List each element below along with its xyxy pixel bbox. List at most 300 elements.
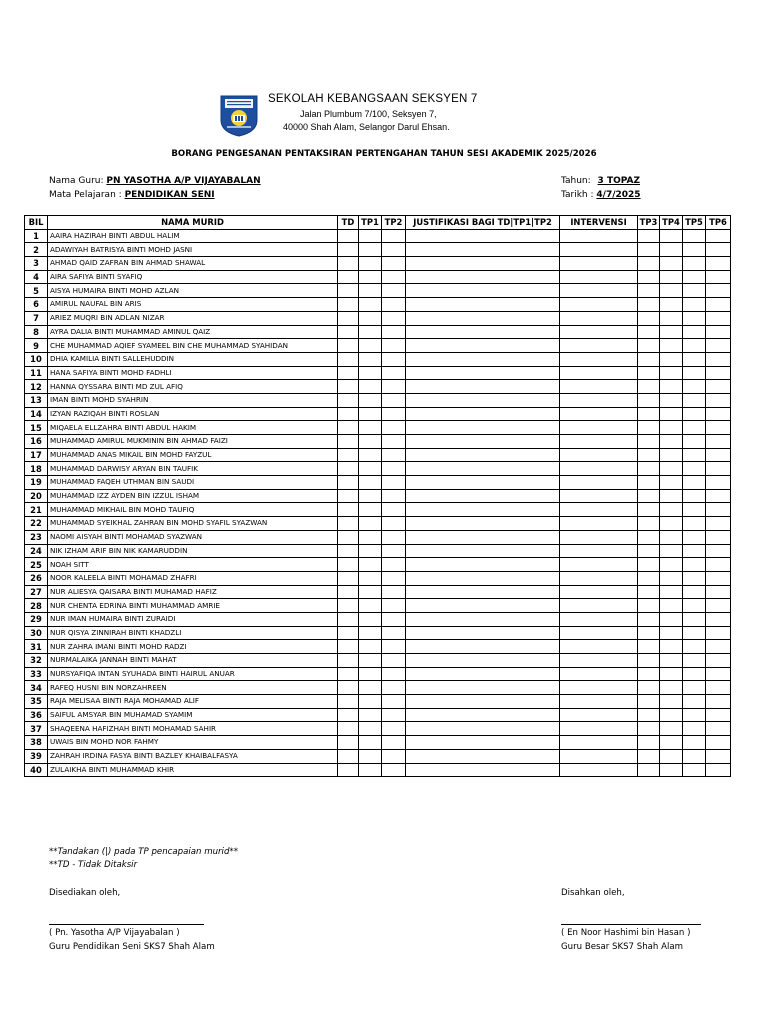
tp4-cell[interactable] — [660, 435, 683, 449]
tp1-cell[interactable] — [359, 243, 382, 257]
justifikasi-cell[interactable] — [406, 585, 560, 599]
tp4-cell[interactable] — [660, 695, 683, 709]
tp4-cell[interactable] — [660, 311, 683, 325]
intervensi-cell[interactable] — [560, 339, 638, 353]
intervensi-cell[interactable] — [560, 708, 638, 722]
tp4-cell[interactable] — [660, 380, 683, 394]
tp6-cell[interactable] — [706, 763, 731, 777]
tp5-cell[interactable] — [683, 325, 706, 339]
tp3-cell[interactable] — [638, 517, 660, 531]
tp2-cell[interactable] — [382, 681, 406, 695]
tp6-cell[interactable] — [706, 544, 731, 558]
intervensi-cell[interactable] — [560, 722, 638, 736]
intervensi-cell[interactable] — [560, 681, 638, 695]
td-cell[interactable] — [338, 339, 359, 353]
td-cell[interactable] — [338, 585, 359, 599]
justifikasi-cell[interactable] — [406, 544, 560, 558]
tp2-cell[interactable] — [382, 571, 406, 585]
tp1-cell[interactable] — [359, 517, 382, 531]
intervensi-cell[interactable] — [560, 695, 638, 709]
tp3-cell[interactable] — [638, 421, 660, 435]
td-cell[interactable] — [338, 722, 359, 736]
tp2-cell[interactable] — [382, 544, 406, 558]
tp4-cell[interactable] — [660, 257, 683, 271]
td-cell[interactable] — [338, 462, 359, 476]
tp1-cell[interactable] — [359, 599, 382, 613]
tp4-cell[interactable] — [660, 654, 683, 668]
intervensi-cell[interactable] — [560, 407, 638, 421]
tp3-cell[interactable] — [638, 667, 660, 681]
tp2-cell[interactable] — [382, 462, 406, 476]
justifikasi-cell[interactable] — [406, 448, 560, 462]
tp5-cell[interactable] — [683, 722, 706, 736]
intervensi-cell[interactable] — [560, 393, 638, 407]
justifikasi-cell[interactable] — [406, 380, 560, 394]
tp1-cell[interactable] — [359, 421, 382, 435]
td-cell[interactable] — [338, 448, 359, 462]
tp6-cell[interactable] — [706, 626, 731, 640]
td-cell[interactable] — [338, 229, 359, 243]
tp5-cell[interactable] — [683, 489, 706, 503]
tp6-cell[interactable] — [706, 503, 731, 517]
tp5-cell[interactable] — [683, 380, 706, 394]
tp5-cell[interactable] — [683, 681, 706, 695]
tp1-cell[interactable] — [359, 681, 382, 695]
tp3-cell[interactable] — [638, 366, 660, 380]
tp3-cell[interactable] — [638, 284, 660, 298]
tp5-cell[interactable] — [683, 558, 706, 572]
tp4-cell[interactable] — [660, 626, 683, 640]
intervensi-cell[interactable] — [560, 749, 638, 763]
tp1-cell[interactable] — [359, 435, 382, 449]
justifikasi-cell[interactable] — [406, 339, 560, 353]
intervensi-cell[interactable] — [560, 270, 638, 284]
tp1-cell[interactable] — [359, 708, 382, 722]
justifikasi-cell[interactable] — [406, 736, 560, 750]
intervensi-cell[interactable] — [560, 640, 638, 654]
tp6-cell[interactable] — [706, 311, 731, 325]
intervensi-cell[interactable] — [560, 517, 638, 531]
justifikasi-cell[interactable] — [406, 517, 560, 531]
tp2-cell[interactable] — [382, 530, 406, 544]
justifikasi-cell[interactable] — [406, 654, 560, 668]
intervensi-cell[interactable] — [560, 435, 638, 449]
intervensi-cell[interactable] — [560, 736, 638, 750]
justifikasi-cell[interactable] — [406, 476, 560, 490]
tp4-cell[interactable] — [660, 640, 683, 654]
intervensi-cell[interactable] — [560, 654, 638, 668]
td-cell[interactable] — [338, 257, 359, 271]
tp5-cell[interactable] — [683, 695, 706, 709]
tp4-cell[interactable] — [660, 229, 683, 243]
justifikasi-cell[interactable] — [406, 257, 560, 271]
justifikasi-cell[interactable] — [406, 243, 560, 257]
tp1-cell[interactable] — [359, 749, 382, 763]
tp3-cell[interactable] — [638, 298, 660, 312]
td-cell[interactable] — [338, 407, 359, 421]
tp2-cell[interactable] — [382, 763, 406, 777]
tp5-cell[interactable] — [683, 257, 706, 271]
intervensi-cell[interactable] — [560, 325, 638, 339]
td-cell[interactable] — [338, 421, 359, 435]
justifikasi-cell[interactable] — [406, 558, 560, 572]
tp3-cell[interactable] — [638, 695, 660, 709]
tp4-cell[interactable] — [660, 708, 683, 722]
justifikasi-cell[interactable] — [406, 352, 560, 366]
tp3-cell[interactable] — [638, 448, 660, 462]
td-cell[interactable] — [338, 380, 359, 394]
tp1-cell[interactable] — [359, 544, 382, 558]
tp2-cell[interactable] — [382, 366, 406, 380]
tp4-cell[interactable] — [660, 352, 683, 366]
tp5-cell[interactable] — [683, 571, 706, 585]
tp5-cell[interactable] — [683, 736, 706, 750]
tp1-cell[interactable] — [359, 284, 382, 298]
tp4-cell[interactable] — [660, 763, 683, 777]
tp3-cell[interactable] — [638, 339, 660, 353]
tp6-cell[interactable] — [706, 229, 731, 243]
tp5-cell[interactable] — [683, 229, 706, 243]
td-cell[interactable] — [338, 530, 359, 544]
td-cell[interactable] — [338, 243, 359, 257]
tp4-cell[interactable] — [660, 544, 683, 558]
tp6-cell[interactable] — [706, 571, 731, 585]
intervensi-cell[interactable] — [560, 503, 638, 517]
tp4-cell[interactable] — [660, 284, 683, 298]
td-cell[interactable] — [338, 270, 359, 284]
tp5-cell[interactable] — [683, 393, 706, 407]
tp4-cell[interactable] — [660, 462, 683, 476]
tp6-cell[interactable] — [706, 489, 731, 503]
tp2-cell[interactable] — [382, 352, 406, 366]
tp2-cell[interactable] — [382, 311, 406, 325]
tp2-cell[interactable] — [382, 393, 406, 407]
tp5-cell[interactable] — [683, 640, 706, 654]
justifikasi-cell[interactable] — [406, 311, 560, 325]
tp5-cell[interactable] — [683, 366, 706, 380]
tp4-cell[interactable] — [660, 749, 683, 763]
td-cell[interactable] — [338, 435, 359, 449]
tp1-cell[interactable] — [359, 763, 382, 777]
justifikasi-cell[interactable] — [406, 599, 560, 613]
tp6-cell[interactable] — [706, 695, 731, 709]
intervensi-cell[interactable] — [560, 667, 638, 681]
tp5-cell[interactable] — [683, 544, 706, 558]
tp4-cell[interactable] — [660, 736, 683, 750]
tp2-cell[interactable] — [382, 448, 406, 462]
intervensi-cell[interactable] — [560, 366, 638, 380]
intervensi-cell[interactable] — [560, 544, 638, 558]
tp4-cell[interactable] — [660, 530, 683, 544]
justifikasi-cell[interactable] — [406, 681, 560, 695]
tp5-cell[interactable] — [683, 503, 706, 517]
tp6-cell[interactable] — [706, 435, 731, 449]
tp4-cell[interactable] — [660, 243, 683, 257]
tp6-cell[interactable] — [706, 599, 731, 613]
tp4-cell[interactable] — [660, 558, 683, 572]
intervensi-cell[interactable] — [560, 476, 638, 490]
tp1-cell[interactable] — [359, 722, 382, 736]
tp5-cell[interactable] — [683, 626, 706, 640]
tp5-cell[interactable] — [683, 448, 706, 462]
tp5-cell[interactable] — [683, 462, 706, 476]
tp1-cell[interactable] — [359, 695, 382, 709]
tp1-cell[interactable] — [359, 585, 382, 599]
tp2-cell[interactable] — [382, 585, 406, 599]
justifikasi-cell[interactable] — [406, 722, 560, 736]
tp2-cell[interactable] — [382, 612, 406, 626]
td-cell[interactable] — [338, 708, 359, 722]
tp4-cell[interactable] — [660, 667, 683, 681]
tp1-cell[interactable] — [359, 298, 382, 312]
tp3-cell[interactable] — [638, 708, 660, 722]
tp1-cell[interactable] — [359, 462, 382, 476]
tp6-cell[interactable] — [706, 298, 731, 312]
td-cell[interactable] — [338, 667, 359, 681]
tp2-cell[interactable] — [382, 325, 406, 339]
tp2-cell[interactable] — [382, 599, 406, 613]
tp5-cell[interactable] — [683, 585, 706, 599]
tp2-cell[interactable] — [382, 695, 406, 709]
tp6-cell[interactable] — [706, 352, 731, 366]
tp1-cell[interactable] — [359, 667, 382, 681]
tp2-cell[interactable] — [382, 270, 406, 284]
tp5-cell[interactable] — [683, 708, 706, 722]
tp5-cell[interactable] — [683, 654, 706, 668]
intervensi-cell[interactable] — [560, 585, 638, 599]
tp1-cell[interactable] — [359, 352, 382, 366]
justifikasi-cell[interactable] — [406, 421, 560, 435]
tp1-cell[interactable] — [359, 558, 382, 572]
tp4-cell[interactable] — [660, 517, 683, 531]
tp4-cell[interactable] — [660, 476, 683, 490]
tp1-cell[interactable] — [359, 503, 382, 517]
tp6-cell[interactable] — [706, 257, 731, 271]
tp3-cell[interactable] — [638, 654, 660, 668]
tp5-cell[interactable] — [683, 476, 706, 490]
td-cell[interactable] — [338, 681, 359, 695]
tp2-cell[interactable] — [382, 626, 406, 640]
justifikasi-cell[interactable] — [406, 763, 560, 777]
tp3-cell[interactable] — [638, 380, 660, 394]
tp3-cell[interactable] — [638, 407, 660, 421]
tp5-cell[interactable] — [683, 284, 706, 298]
tp2-cell[interactable] — [382, 339, 406, 353]
td-cell[interactable] — [338, 695, 359, 709]
tp3-cell[interactable] — [638, 229, 660, 243]
tp3-cell[interactable] — [638, 352, 660, 366]
tp6-cell[interactable] — [706, 708, 731, 722]
intervensi-cell[interactable] — [560, 257, 638, 271]
tp5-cell[interactable] — [683, 339, 706, 353]
tp6-cell[interactable] — [706, 612, 731, 626]
tp2-cell[interactable] — [382, 257, 406, 271]
tp2-cell[interactable] — [382, 407, 406, 421]
tp6-cell[interactable] — [706, 366, 731, 380]
tp1-cell[interactable] — [359, 654, 382, 668]
tp2-cell[interactable] — [382, 435, 406, 449]
tp1-cell[interactable] — [359, 626, 382, 640]
td-cell[interactable] — [338, 749, 359, 763]
tp3-cell[interactable] — [638, 476, 660, 490]
tp6-cell[interactable] — [706, 654, 731, 668]
td-cell[interactable] — [338, 476, 359, 490]
tp3-cell[interactable] — [638, 530, 660, 544]
tp2-cell[interactable] — [382, 517, 406, 531]
tp6-cell[interactable] — [706, 243, 731, 257]
tp1-cell[interactable] — [359, 229, 382, 243]
td-cell[interactable] — [338, 763, 359, 777]
td-cell[interactable] — [338, 284, 359, 298]
tp2-cell[interactable] — [382, 229, 406, 243]
intervensi-cell[interactable] — [560, 626, 638, 640]
tp1-cell[interactable] — [359, 448, 382, 462]
tp5-cell[interactable] — [683, 599, 706, 613]
tp6-cell[interactable] — [706, 585, 731, 599]
tp3-cell[interactable] — [638, 749, 660, 763]
tp1-cell[interactable] — [359, 325, 382, 339]
tp3-cell[interactable] — [638, 736, 660, 750]
tp2-cell[interactable] — [382, 380, 406, 394]
justifikasi-cell[interactable] — [406, 708, 560, 722]
tp1-cell[interactable] — [359, 407, 382, 421]
tp3-cell[interactable] — [638, 599, 660, 613]
intervensi-cell[interactable] — [560, 380, 638, 394]
tp6-cell[interactable] — [706, 530, 731, 544]
justifikasi-cell[interactable] — [406, 571, 560, 585]
tp5-cell[interactable] — [683, 270, 706, 284]
tp1-cell[interactable] — [359, 571, 382, 585]
tp4-cell[interactable] — [660, 585, 683, 599]
justifikasi-cell[interactable] — [406, 366, 560, 380]
tp2-cell[interactable] — [382, 749, 406, 763]
tp6-cell[interactable] — [706, 558, 731, 572]
tp2-cell[interactable] — [382, 736, 406, 750]
justifikasi-cell[interactable] — [406, 325, 560, 339]
tp4-cell[interactable] — [660, 503, 683, 517]
tp3-cell[interactable] — [638, 558, 660, 572]
tp6-cell[interactable] — [706, 667, 731, 681]
tp1-cell[interactable] — [359, 339, 382, 353]
tp3-cell[interactable] — [638, 640, 660, 654]
tp1-cell[interactable] — [359, 270, 382, 284]
tp5-cell[interactable] — [683, 243, 706, 257]
td-cell[interactable] — [338, 517, 359, 531]
justifikasi-cell[interactable] — [406, 407, 560, 421]
tp2-cell[interactable] — [382, 476, 406, 490]
tp1-cell[interactable] — [359, 393, 382, 407]
justifikasi-cell[interactable] — [406, 695, 560, 709]
tp5-cell[interactable] — [683, 749, 706, 763]
intervensi-cell[interactable] — [560, 298, 638, 312]
tp4-cell[interactable] — [660, 571, 683, 585]
tp6-cell[interactable] — [706, 284, 731, 298]
tp1-cell[interactable] — [359, 736, 382, 750]
tp6-cell[interactable] — [706, 736, 731, 750]
justifikasi-cell[interactable] — [406, 749, 560, 763]
tp3-cell[interactable] — [638, 270, 660, 284]
tp6-cell[interactable] — [706, 640, 731, 654]
tp4-cell[interactable] — [660, 366, 683, 380]
tp4-cell[interactable] — [660, 599, 683, 613]
tp3-cell[interactable] — [638, 257, 660, 271]
tp3-cell[interactable] — [638, 722, 660, 736]
td-cell[interactable] — [338, 366, 359, 380]
tp6-cell[interactable] — [706, 270, 731, 284]
tp5-cell[interactable] — [683, 311, 706, 325]
justifikasi-cell[interactable] — [406, 489, 560, 503]
intervensi-cell[interactable] — [560, 448, 638, 462]
intervensi-cell[interactable] — [560, 571, 638, 585]
tp1-cell[interactable] — [359, 311, 382, 325]
td-cell[interactable] — [338, 599, 359, 613]
tp5-cell[interactable] — [683, 298, 706, 312]
justifikasi-cell[interactable] — [406, 298, 560, 312]
tp3-cell[interactable] — [638, 612, 660, 626]
justifikasi-cell[interactable] — [406, 284, 560, 298]
tp3-cell[interactable] — [638, 503, 660, 517]
tp5-cell[interactable] — [683, 667, 706, 681]
td-cell[interactable] — [338, 626, 359, 640]
tp4-cell[interactable] — [660, 339, 683, 353]
tp6-cell[interactable] — [706, 393, 731, 407]
justifikasi-cell[interactable] — [406, 640, 560, 654]
tp5-cell[interactable] — [683, 530, 706, 544]
tp4-cell[interactable] — [660, 325, 683, 339]
tp3-cell[interactable] — [638, 435, 660, 449]
td-cell[interactable] — [338, 503, 359, 517]
tp3-cell[interactable] — [638, 325, 660, 339]
justifikasi-cell[interactable] — [406, 626, 560, 640]
tp4-cell[interactable] — [660, 393, 683, 407]
tp6-cell[interactable] — [706, 462, 731, 476]
tp1-cell[interactable] — [359, 257, 382, 271]
tp4-cell[interactable] — [660, 681, 683, 695]
td-cell[interactable] — [338, 298, 359, 312]
tp3-cell[interactable] — [638, 243, 660, 257]
tp6-cell[interactable] — [706, 339, 731, 353]
tp6-cell[interactable] — [706, 681, 731, 695]
justifikasi-cell[interactable] — [406, 270, 560, 284]
tp4-cell[interactable] — [660, 298, 683, 312]
tp6-cell[interactable] — [706, 380, 731, 394]
justifikasi-cell[interactable] — [406, 393, 560, 407]
tp3-cell[interactable] — [638, 544, 660, 558]
td-cell[interactable] — [338, 393, 359, 407]
intervensi-cell[interactable] — [560, 612, 638, 626]
justifikasi-cell[interactable] — [406, 612, 560, 626]
tp1-cell[interactable] — [359, 612, 382, 626]
td-cell[interactable] — [338, 571, 359, 585]
tp3-cell[interactable] — [638, 585, 660, 599]
justifikasi-cell[interactable] — [406, 435, 560, 449]
justifikasi-cell[interactable] — [406, 530, 560, 544]
intervensi-cell[interactable] — [560, 311, 638, 325]
tp2-cell[interactable] — [382, 284, 406, 298]
td-cell[interactable] — [338, 544, 359, 558]
justifikasi-cell[interactable] — [406, 462, 560, 476]
tp2-cell[interactable] — [382, 667, 406, 681]
td-cell[interactable] — [338, 736, 359, 750]
intervensi-cell[interactable] — [560, 462, 638, 476]
intervensi-cell[interactable] — [560, 352, 638, 366]
tp3-cell[interactable] — [638, 393, 660, 407]
tp3-cell[interactable] — [638, 763, 660, 777]
tp6-cell[interactable] — [706, 476, 731, 490]
tp4-cell[interactable] — [660, 489, 683, 503]
tp6-cell[interactable] — [706, 722, 731, 736]
tp6-cell[interactable] — [706, 325, 731, 339]
